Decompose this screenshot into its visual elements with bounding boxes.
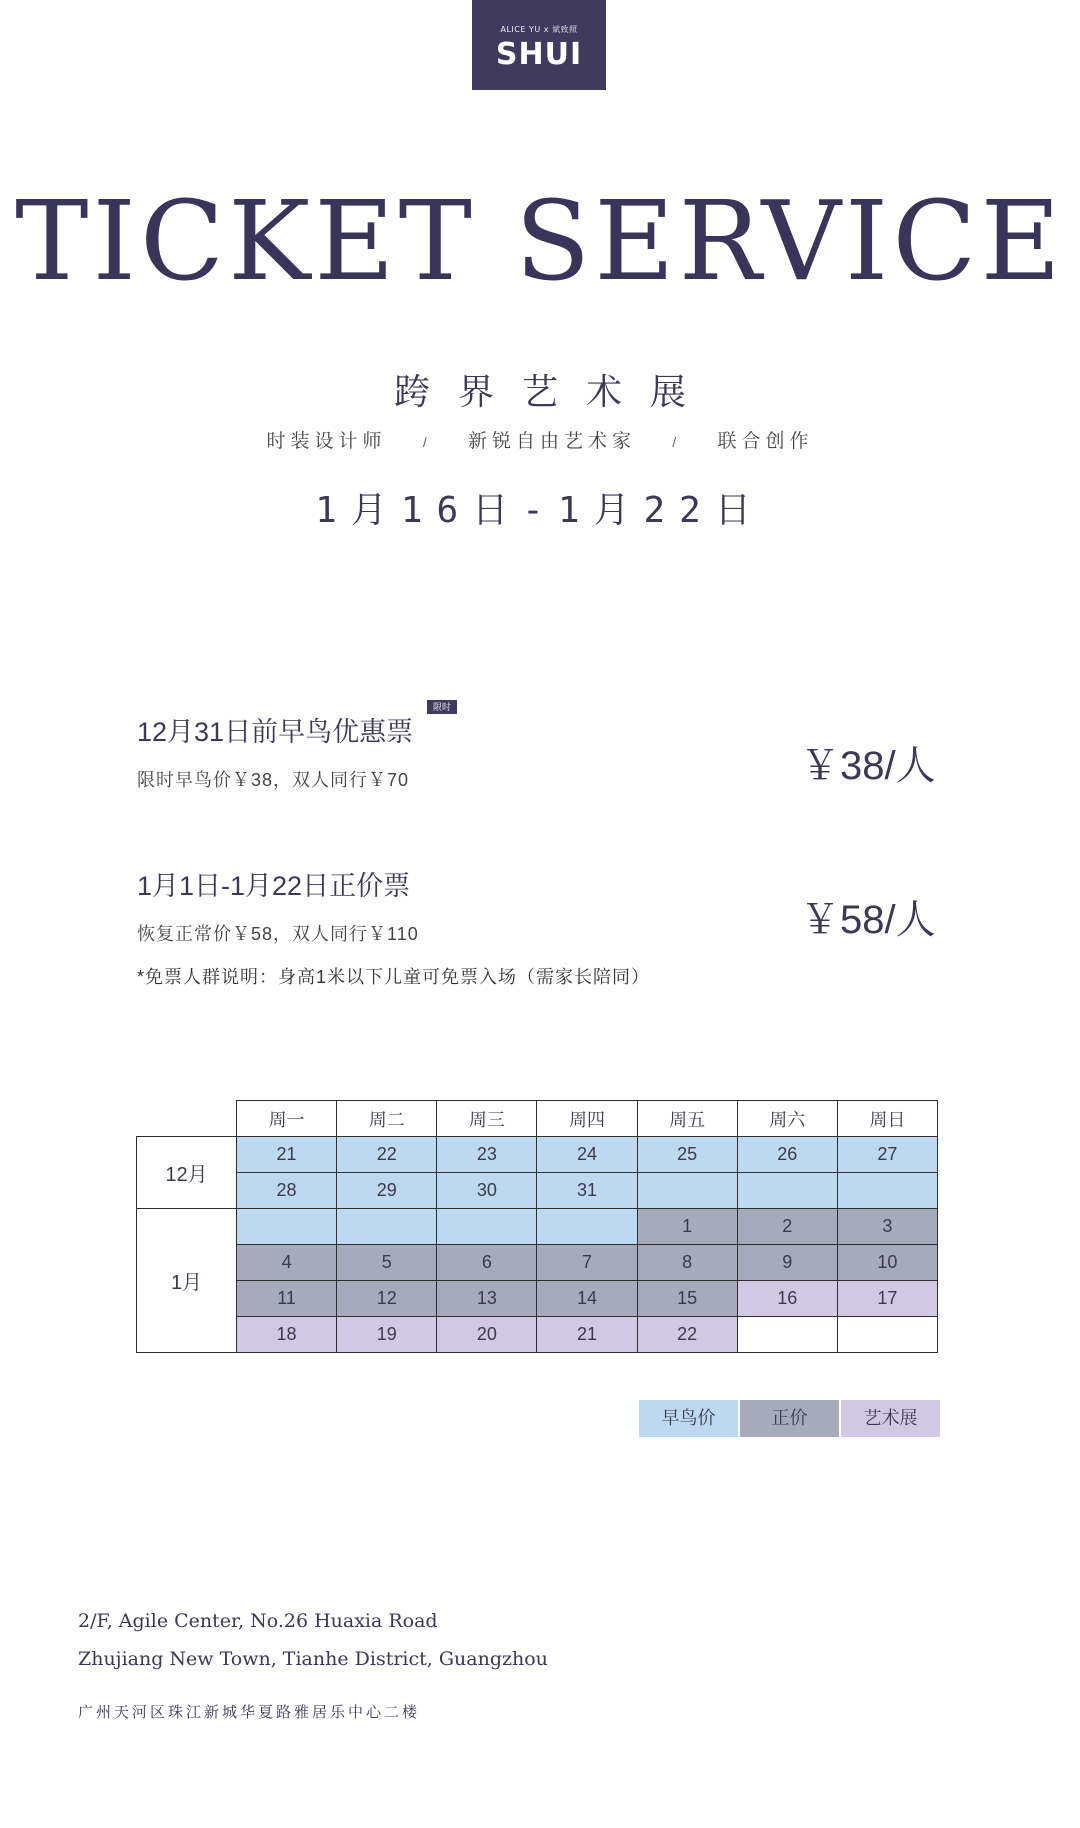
calendar-row [137, 1137, 938, 1173]
tagline-item: 联合创作 [717, 431, 814, 452]
calendar-day: 15 [637, 1281, 737, 1317]
calendar-day: 6 [437, 1245, 537, 1281]
calendar-day: 22 [337, 1137, 437, 1173]
logo-text: SHUI [495, 37, 583, 72]
calendar-day: 29 [337, 1173, 437, 1209]
calendar-day: 5 [337, 1245, 437, 1281]
calendar-day: 27 [837, 1137, 937, 1173]
calendar-day: 25 [637, 1137, 737, 1173]
weekday-header: 周三 [437, 1101, 537, 1137]
calendar-day: 26 [737, 1137, 837, 1173]
limited-time-badge: 限时 [427, 700, 457, 714]
calendar-corner [137, 1101, 237, 1137]
address-line-2: Zhujiang New Town, Tianhe District, Guangzhou [78, 1648, 548, 1670]
calendar-day [237, 1209, 337, 1245]
weekday-header: 周二 [337, 1101, 437, 1137]
regular-price: ￥58/人 [800, 898, 936, 942]
calendar-day: 18 [237, 1317, 337, 1353]
legend-art-exhibition: 艺术展 [841, 1400, 940, 1437]
tagline-item: 新锐自由艺术家 [467, 431, 636, 452]
calendar-day [837, 1317, 937, 1353]
free-admission-note: *免票人群说明：身高1米以下儿童可免票入场（需家长陪同） [137, 967, 651, 987]
calendar-day: 31 [537, 1173, 637, 1209]
page-title: TICKET SERVICE [15, 177, 1065, 305]
calendar-day: 11 [237, 1281, 337, 1317]
month-label-december: 12月 [137, 1137, 237, 1209]
calendar-day: 7 [537, 1245, 637, 1281]
month-label-january: 1月 [137, 1209, 237, 1353]
tagline-separator: / [672, 434, 682, 450]
calendar-row [137, 1209, 938, 1245]
early-bird-price: ￥38/人 [800, 744, 936, 788]
legend-regular: 正价 [740, 1400, 839, 1437]
address-line-1: 2/F, Agile Center, No.26 Huaxia Road [78, 1610, 438, 1632]
calendar-day: 24 [537, 1137, 637, 1173]
calendar-row [137, 1173, 938, 1209]
calendar-day: 13 [437, 1281, 537, 1317]
weekday-header: 周一 [237, 1101, 337, 1137]
calendar-day: 28 [237, 1173, 337, 1209]
calendar-day [537, 1209, 637, 1245]
calendar-day: 12 [337, 1281, 437, 1317]
calendar-day: 8 [637, 1245, 737, 1281]
early-bird-ticket-title: 12月31日前早鸟优惠票 [137, 717, 414, 747]
tagline [0, 426, 1080, 453]
calendar-day: 30 [437, 1173, 537, 1209]
calendar-row [137, 1317, 938, 1353]
calendar-day: 2 [737, 1209, 837, 1245]
weekday-header: 周日 [837, 1101, 937, 1137]
calendar-day: 16 [737, 1281, 837, 1317]
calendar-day: 19 [337, 1317, 437, 1353]
logo-subtext: ALICE YU x 斌致照 [500, 25, 578, 34]
calendar-day: 9 [737, 1245, 837, 1281]
exhibition-dates: 1月16日-1月22日 [315, 490, 765, 531]
weekday-header: 周六 [737, 1101, 837, 1137]
regular-ticket-desc: 恢复正常价￥58，双人同行￥110 [137, 924, 419, 944]
calendar-day: 1 [637, 1209, 737, 1245]
legend-early-bird: 早鸟价 [639, 1400, 738, 1437]
exhibition-subtitle: 跨界艺术展 [393, 371, 714, 412]
price-calendar [136, 1100, 938, 1353]
calendar-day: 23 [437, 1137, 537, 1173]
calendar-day: 14 [537, 1281, 637, 1317]
calendar-row [137, 1245, 938, 1281]
brand-logo [472, 0, 606, 90]
calendar-day [737, 1317, 837, 1353]
address-chinese: 广州天河区珠江新城华夏路雅居乐中心二楼 [78, 1704, 421, 1721]
calendar-row [137, 1281, 938, 1317]
calendar-day: 4 [237, 1245, 337, 1281]
calendar-day [737, 1173, 837, 1209]
calendar-day: 10 [837, 1245, 937, 1281]
calendar-day [637, 1173, 737, 1209]
calendar-day [337, 1209, 437, 1245]
calendar-day: 22 [637, 1317, 737, 1353]
calendar-day: 17 [837, 1281, 937, 1317]
calendar-day [437, 1209, 537, 1245]
calendar-day: 21 [537, 1317, 637, 1353]
calendar-day: 20 [437, 1317, 537, 1353]
regular-ticket-title: 1月1日-1月22日正价票 [137, 871, 411, 901]
early-bird-ticket-desc: 限时早鸟价￥38，双人同行￥70 [137, 770, 410, 790]
calendar-day: 21 [237, 1137, 337, 1173]
calendar-day [837, 1173, 937, 1209]
weekday-header: 周四 [537, 1101, 637, 1137]
weekday-header: 周五 [637, 1101, 737, 1137]
tagline-item: 时装设计师 [266, 431, 387, 452]
calendar-day: 3 [837, 1209, 937, 1245]
calendar-legend [637, 1400, 940, 1437]
tagline-separator: / [422, 434, 432, 450]
weekday-header-row [137, 1101, 938, 1137]
